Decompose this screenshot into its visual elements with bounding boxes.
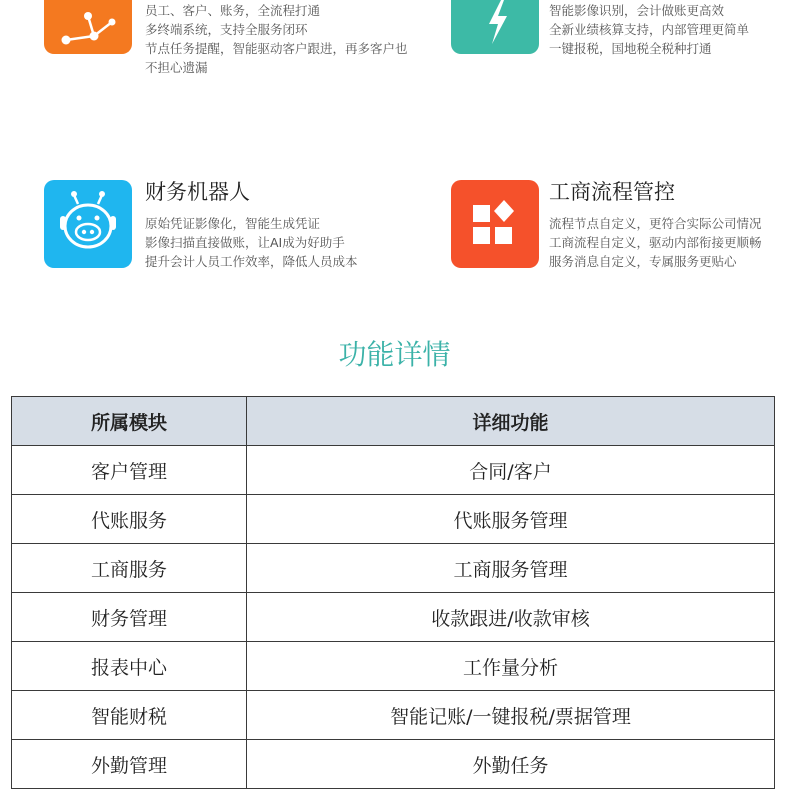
feature-desc-line: 一键报税，国地税全税种打通 <box>549 41 712 56</box>
feature-desc-line: 多终端系统，支持全服务闭环 <box>145 22 308 37</box>
feature-detail-table <box>11 396 775 789</box>
function-cell: 收款跟进/收款审核 <box>247 593 775 642</box>
section-title: 功能详情 <box>338 338 451 371</box>
feature-title: 财务机器人 <box>145 180 250 204</box>
feature-desc-line: 提升会计人员工作效率，降低人员成本 <box>145 254 358 269</box>
column-header-module: 所属模块 <box>12 397 247 446</box>
function-cell: 智能记账/一键报税/票据管理 <box>247 691 775 740</box>
feature-desc-line: 原始凭证影像化，智能生成凭证 <box>145 216 321 231</box>
module-cell: 财务管理 <box>12 593 247 642</box>
module-cell: 外勤管理 <box>12 740 247 789</box>
feature-desc-line: 流程节点自定义，更符合实际公司情况 <box>549 216 762 231</box>
function-cell: 工商服务管理 <box>247 544 775 593</box>
function-cell: 外勤任务 <box>247 740 775 789</box>
column-header-function: 详细功能 <box>247 397 775 446</box>
blocks-icon <box>451 180 539 268</box>
module-cell: 智能财税 <box>12 691 247 740</box>
table-header-row <box>12 397 775 446</box>
feature-desc-line: 智能影像识别，会计做账更高效 <box>549 3 725 18</box>
module-cell: 报表中心 <box>12 642 247 691</box>
feature-desc-line: 节点任务提醒，智能驱动客户跟进，再多客户也 <box>145 41 408 56</box>
feature-desc-line: 服务消息自定义，专属服务更贴心 <box>549 254 737 269</box>
feature-title: 工商流程管控 <box>549 180 675 204</box>
function-cell: 代账服务管理 <box>247 495 775 544</box>
module-cell: 客户管理 <box>12 446 247 495</box>
feature-desc-line: 影像扫描直接做账，让AI成为好助手 <box>145 235 345 250</box>
lightning-icon <box>451 0 539 54</box>
feature-desc-line: 员工、客户、账务，全流程打通 <box>145 3 321 18</box>
function-cell: 工作量分析 <box>247 642 775 691</box>
function-cell: 合同/客户 <box>247 446 775 495</box>
feature-desc-line: 不担心遗漏 <box>145 60 208 75</box>
feature-desc-line: 工商流程自定义，驱动内部衔接更顺畅 <box>549 235 762 250</box>
table-row <box>12 495 775 544</box>
table-row <box>12 691 775 740</box>
table-row <box>12 642 775 691</box>
table-row <box>12 740 775 789</box>
module-cell: 工商服务 <box>12 544 247 593</box>
feature-desc-line: 全新业绩核算支持，内部管理更简单 <box>549 22 750 37</box>
module-cell: 代账服务 <box>12 495 247 544</box>
table-row <box>12 446 775 495</box>
table-row <box>12 544 775 593</box>
network-nodes-icon <box>44 0 132 54</box>
robot-icon <box>44 180 132 268</box>
table-row <box>12 593 775 642</box>
